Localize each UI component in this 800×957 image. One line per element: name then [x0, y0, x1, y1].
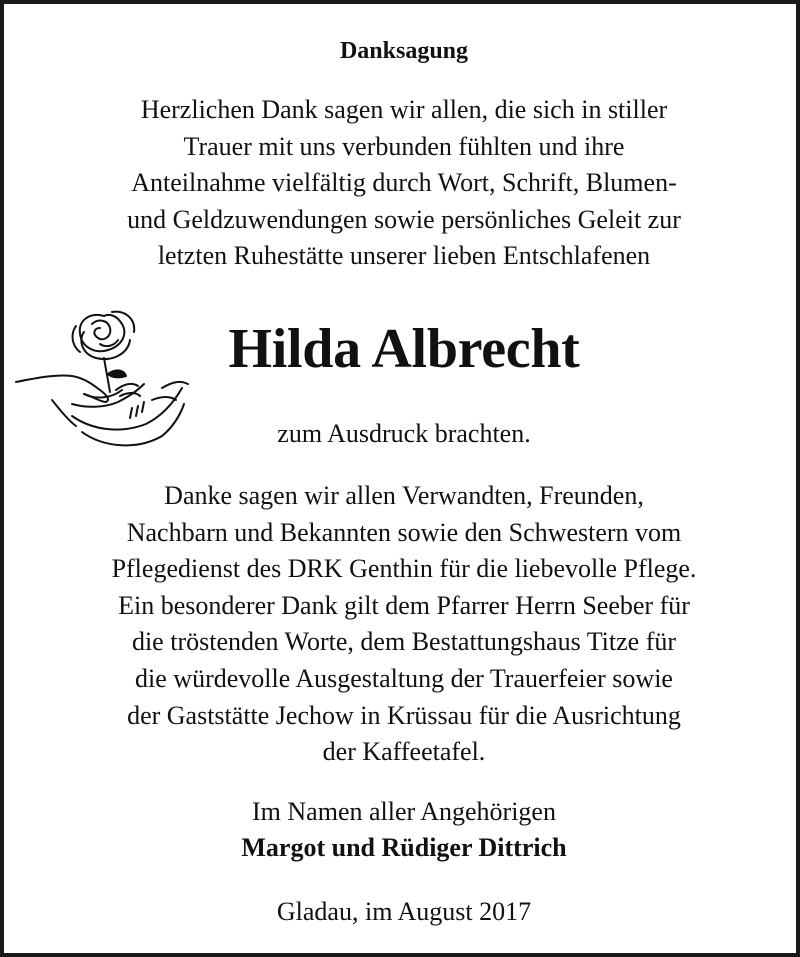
place-date: Gladau, im August 2017 [276, 897, 532, 926]
intro-paragraph [4, 92, 800, 275]
thanks-line: der Gaststätte Jechow in Krüssau für die Ausrichtung [127, 700, 681, 730]
intro-line: Trauer mit uns verbunden fühlten und ihre [183, 131, 625, 161]
intro-line: Herzlichen Dank sagen wir allen, die sich in stiller [140, 95, 668, 124]
thanks-line: Ein besonderer Dank gilt dem Pfarrer Herrn Seeber für [118, 590, 690, 620]
on-behalf-line: Im Namen aller Angehörigen [252, 797, 556, 826]
thanks-line: die tröstenden Worte, dem Bestattungshaus Titze für [131, 627, 677, 657]
thanks-paragraph [4, 478, 800, 771]
thanks-line: der Kaffeetafel. [322, 737, 486, 767]
notice-heading: Danksagung [339, 38, 469, 64]
expression-line: zum Ausdruck brachten. [277, 419, 531, 448]
thanks-line: Pflegedienst des DRK Genthin für die liebevolle Pflege. [111, 554, 697, 584]
thanks-line: Nachbarn und Bekannten sowie den Schwestern vom [126, 517, 682, 547]
intro-line: letzten Ruhestätte unserer lieben Entschlafenen [157, 241, 651, 270]
thanks-line: Danke sagen wir allen Verwandten, Freunden, [164, 481, 644, 510]
signers-names: Margot und Rüdiger Dittrich [241, 833, 567, 862]
thanks-line: die würdevolle Ausgestaltung der Trauerfeier sowie [135, 663, 673, 693]
intro-line: und Geldzuwendungen sowie persönliches Geleit zur [127, 204, 681, 234]
deceased-name: Hilda Albrecht [228, 318, 580, 380]
intro-line: Anteilnahme vielfältig durch Wort, Schrift, Blumen- [131, 168, 677, 197]
